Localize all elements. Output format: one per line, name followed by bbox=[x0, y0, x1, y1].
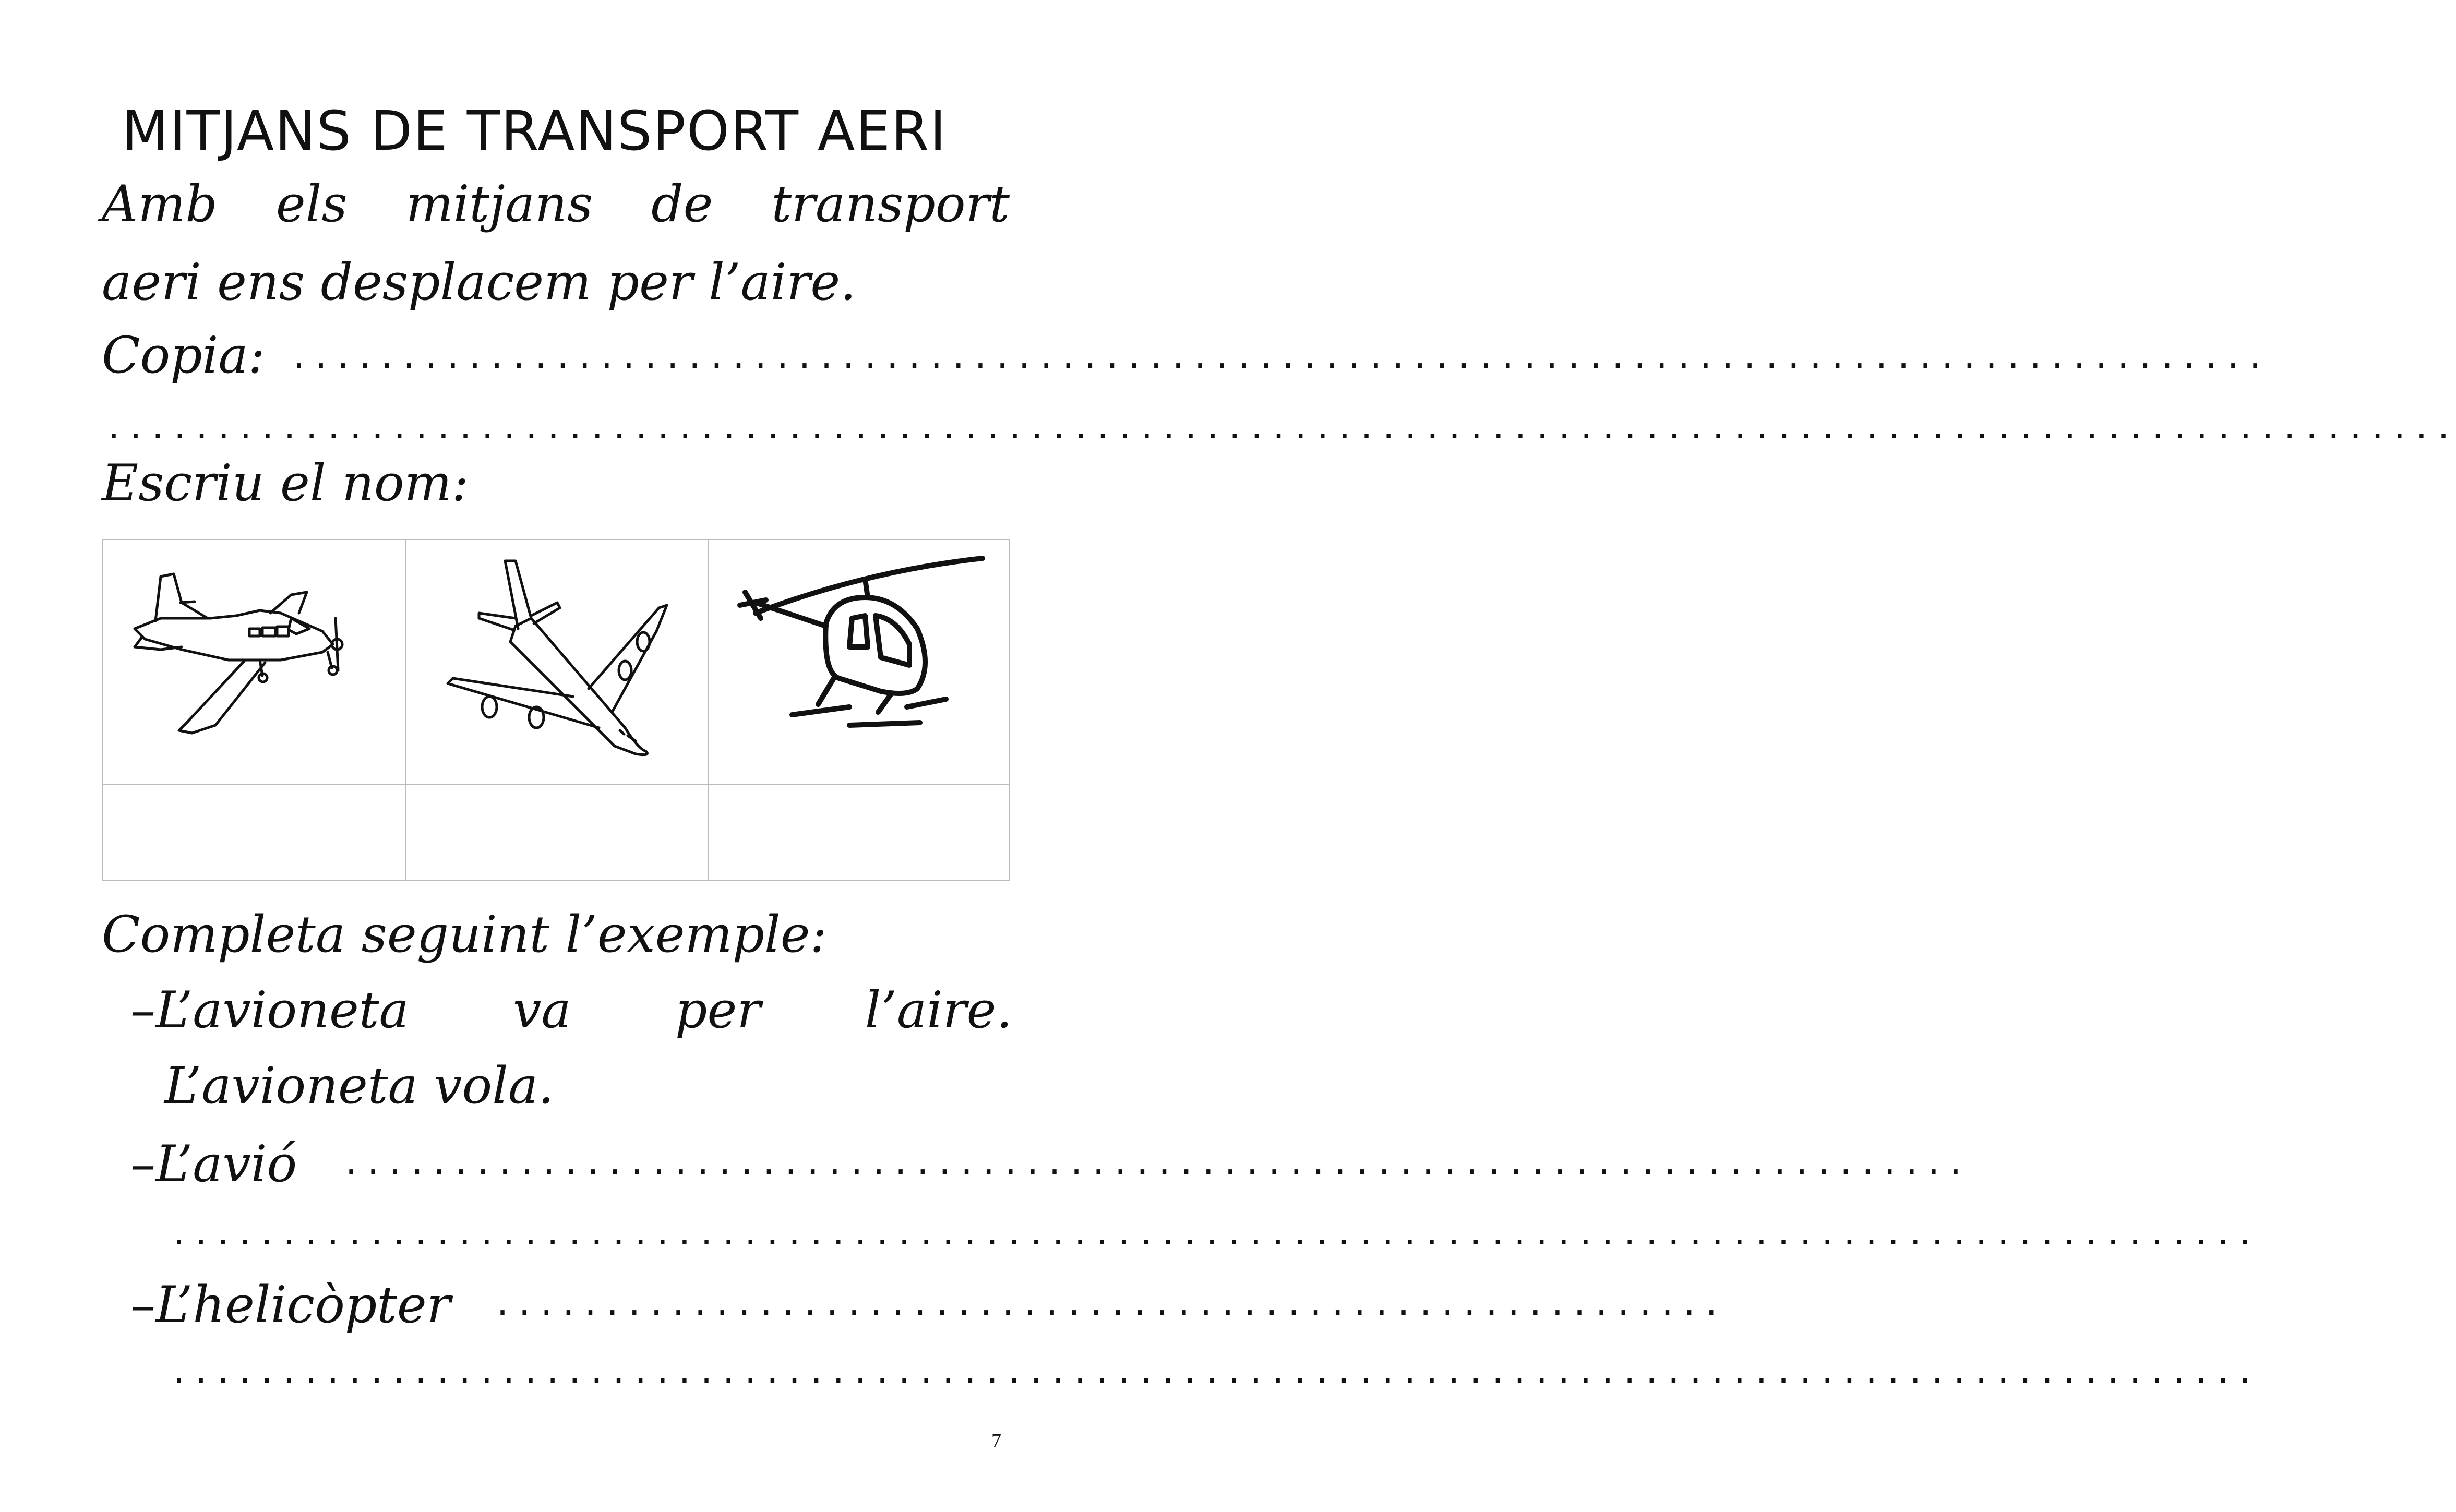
answer-cell-helicopter[interactable] bbox=[709, 785, 1009, 880]
avio-answer-line-2[interactable]: ............................................................................................... bbox=[170, 1216, 2258, 1252]
helicopter-answer-line-1[interactable]: ........................................................ bbox=[493, 1286, 1724, 1323]
item-helicopter-label: –L’helicòpter bbox=[130, 1276, 451, 1334]
helicopter-icon bbox=[709, 540, 1009, 783]
page-number: 7 bbox=[991, 1430, 1001, 1452]
answer-cell-airliner[interactable] bbox=[406, 785, 709, 880]
intro-word: de bbox=[651, 175, 713, 233]
airliner-icon bbox=[406, 540, 706, 783]
page-title: MITJANS DE TRANSPORT AERI bbox=[122, 99, 947, 163]
avio-answer-line-1[interactable]: .......................................................................... bbox=[342, 1145, 1969, 1182]
intro-word: els bbox=[275, 175, 348, 233]
answer-cell-light-aircraft[interactable] bbox=[103, 785, 406, 880]
copy-answer-line-1[interactable]: .......................................................................................... bbox=[290, 339, 2268, 376]
intro-word: mitjans bbox=[405, 175, 593, 233]
intro-word: transport bbox=[771, 175, 1010, 233]
example-line-1 bbox=[130, 981, 1012, 1039]
intro-word: Amb bbox=[102, 175, 218, 233]
example-word: per bbox=[675, 981, 761, 1039]
light-aircraft-icon bbox=[103, 540, 404, 783]
helicopter-answer-line-2[interactable]: ............................................................................................... bbox=[170, 1354, 2258, 1390]
write-name-label: Escriu el nom: bbox=[102, 454, 469, 512]
item-avio-label: –L’avió bbox=[130, 1135, 297, 1193]
intro-line-2: aeri ens desplacem per l’aire. bbox=[102, 253, 856, 311]
example-word: l’aire. bbox=[865, 981, 1012, 1039]
image-cell-light-aircraft bbox=[103, 540, 406, 785]
example-line-2: L’avioneta vola. bbox=[164, 1057, 554, 1115]
example-word: –L’avioneta bbox=[130, 981, 409, 1039]
copy-label: Copia: bbox=[102, 326, 265, 385]
copy-answer-line-2[interactable]: ........................................................................................................... bbox=[104, 410, 2456, 446]
example-word: va bbox=[513, 981, 571, 1039]
complete-label: Completa seguint l’exemple: bbox=[102, 905, 827, 964]
name-grid bbox=[102, 539, 1010, 881]
image-cell-helicopter bbox=[709, 540, 1009, 785]
intro-line-1 bbox=[102, 175, 1010, 233]
image-cell-airliner bbox=[406, 540, 709, 785]
